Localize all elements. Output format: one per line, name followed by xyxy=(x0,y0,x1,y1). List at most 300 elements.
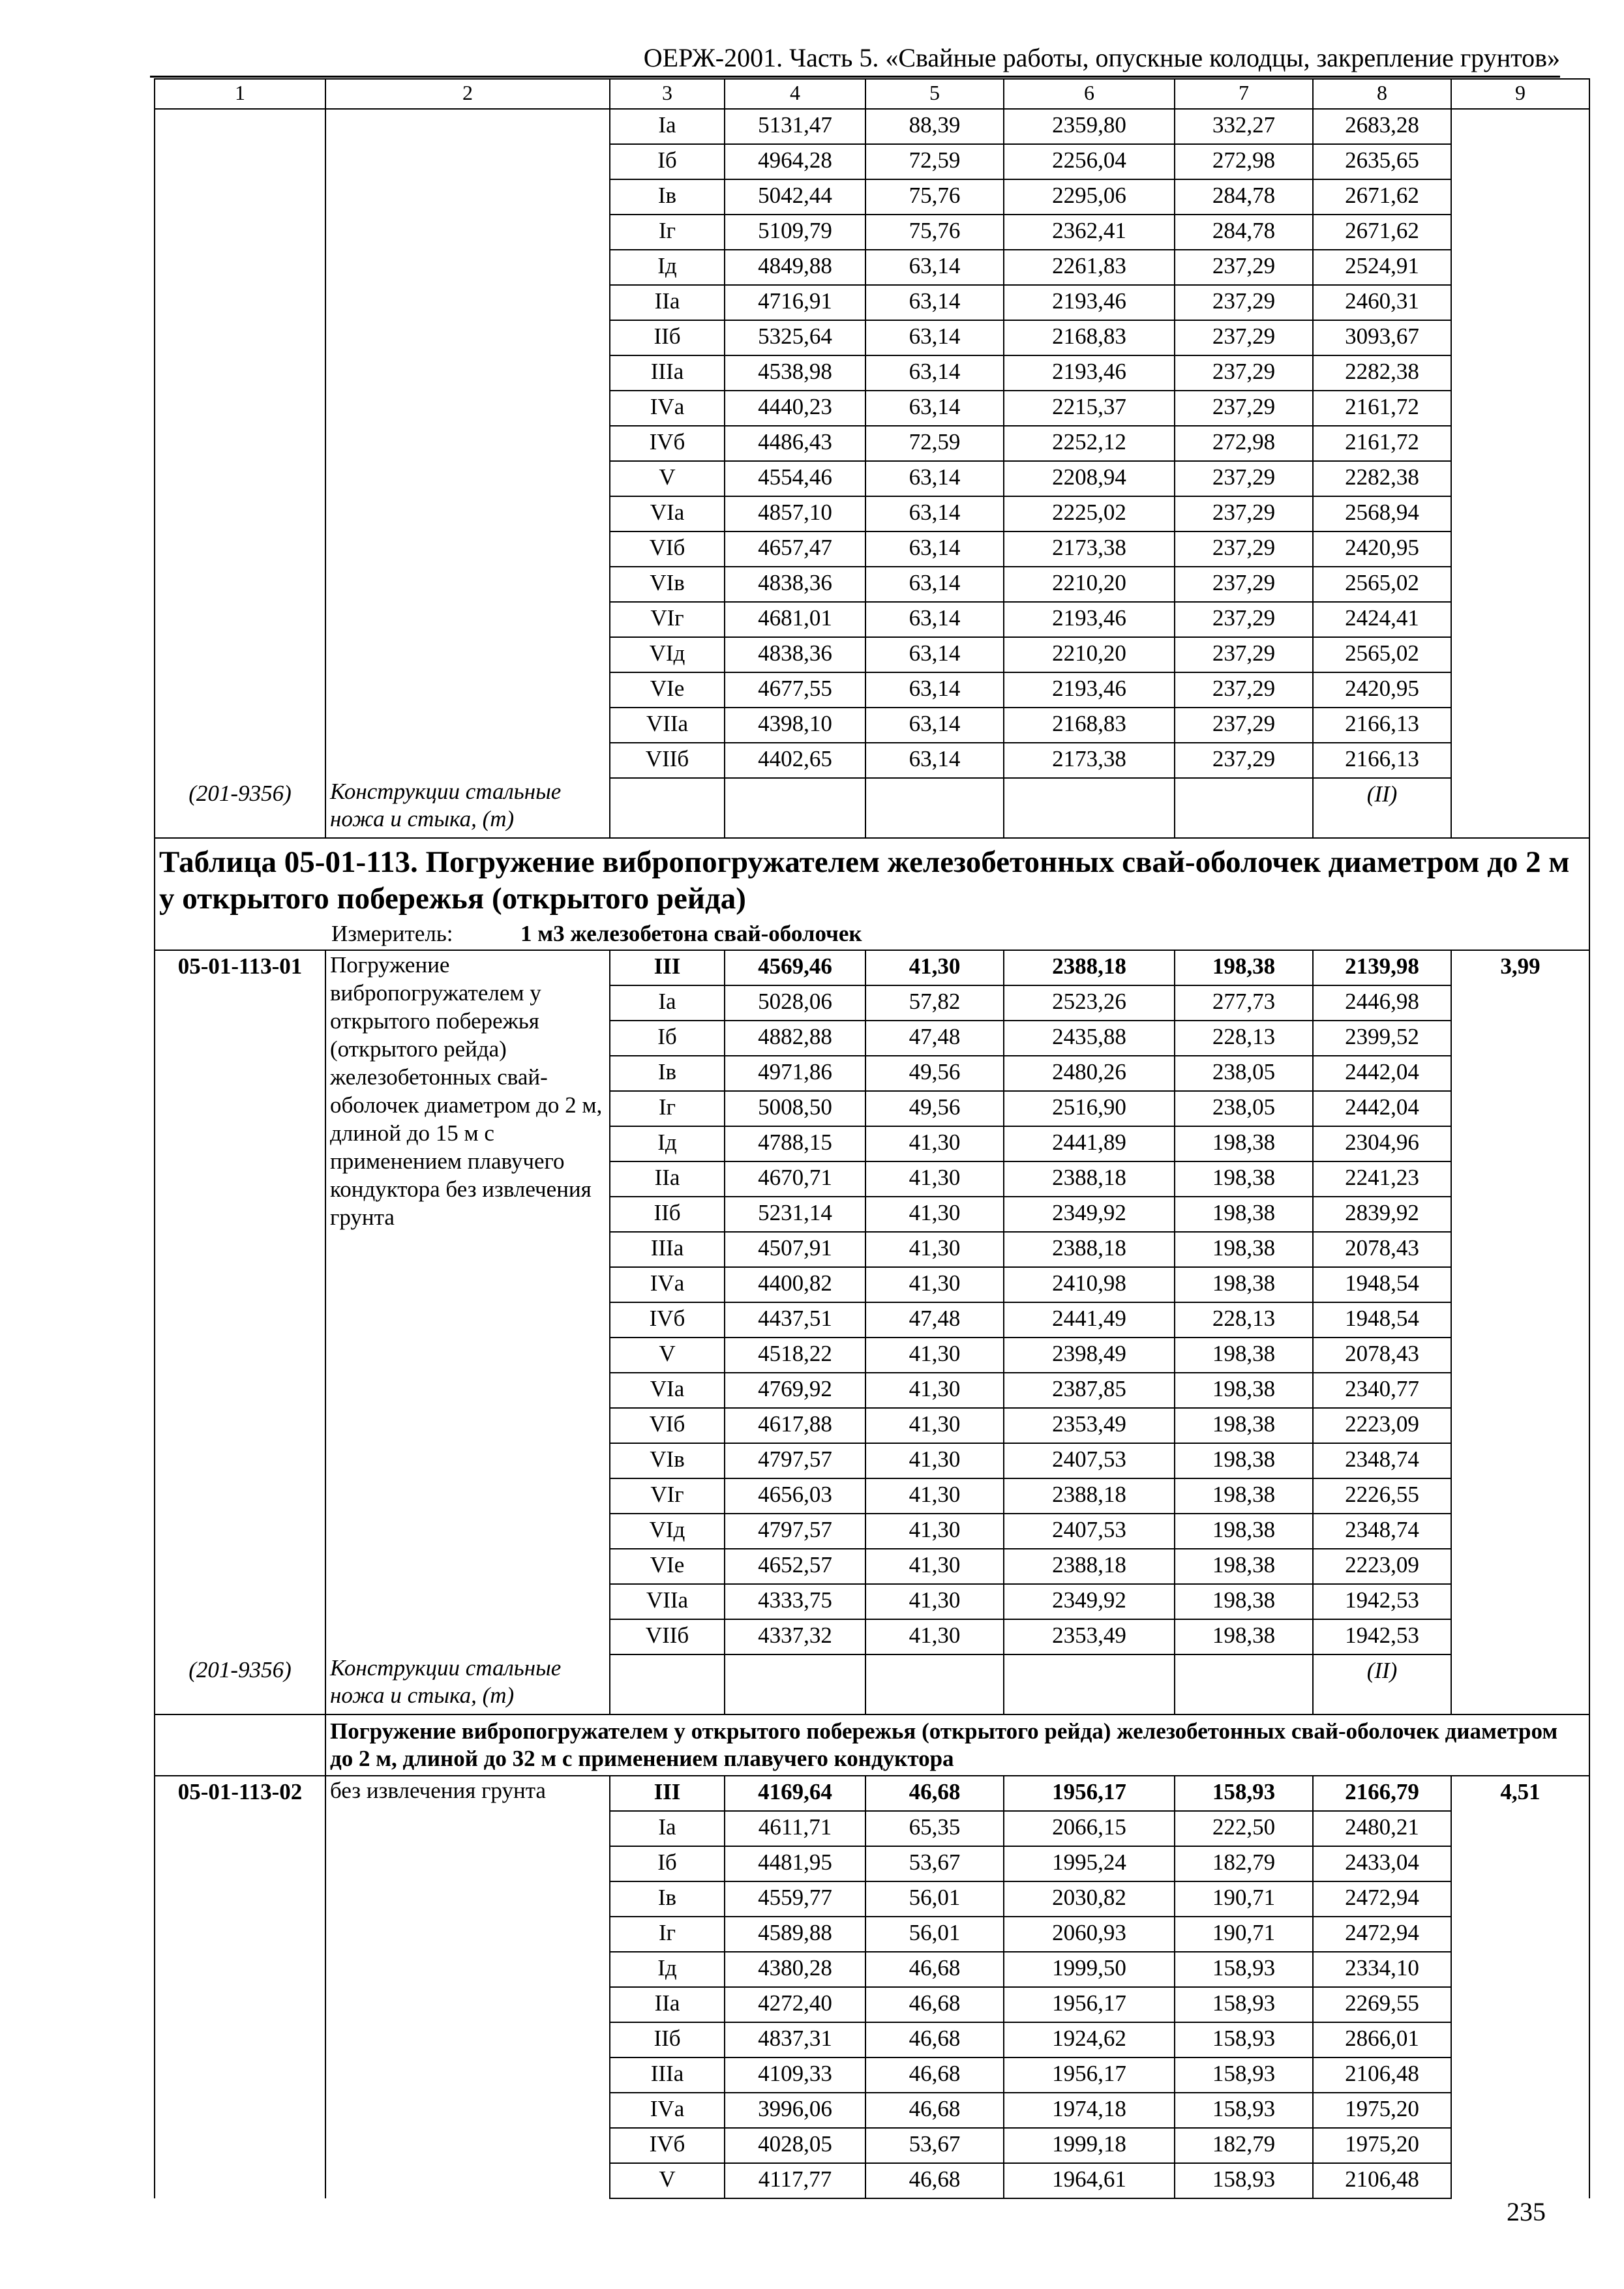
value-cell: 53,67 xyxy=(865,2128,1004,2163)
value-cell: 2066,15 xyxy=(1004,1811,1175,1846)
value-cell: 4882,88 xyxy=(725,1021,865,1056)
value-cell: 158,93 xyxy=(1175,1987,1313,2022)
value-cell: 1948,54 xyxy=(1313,1302,1451,1338)
value-cell: 2282,38 xyxy=(1313,461,1451,496)
note-empty xyxy=(1175,778,1313,838)
note-col8: (II) xyxy=(1313,778,1451,838)
value-cell: 182,79 xyxy=(1175,1846,1313,1881)
table-title-cell xyxy=(155,838,1589,950)
note-row xyxy=(155,778,1589,838)
value-cell: 1942,53 xyxy=(1313,1584,1451,1619)
value-cell: 2060,93 xyxy=(1004,1917,1175,1952)
value-cell: 2226,55 xyxy=(1313,1478,1451,1514)
value-cell: 2516,90 xyxy=(1004,1091,1175,1126)
value-cell: 3996,06 xyxy=(725,2093,865,2128)
value-cell: 332,27 xyxy=(1175,109,1313,144)
value-cell: 46,68 xyxy=(865,2057,1004,2093)
group-empty xyxy=(155,1714,325,1776)
value-cell: 4380,28 xyxy=(725,1952,865,1987)
zone-cell: V xyxy=(610,1338,725,1373)
value-cell: 4964,28 xyxy=(725,144,865,179)
running-header xyxy=(150,38,1560,78)
value-cell: 56,01 xyxy=(865,1881,1004,1917)
zone-cell: IIIа xyxy=(610,1232,725,1267)
value-cell: 158,93 xyxy=(1175,2093,1313,2128)
value-cell: 41,30 xyxy=(865,1478,1004,1514)
value-cell: 4481,95 xyxy=(725,1846,865,1881)
value-cell: 63,14 xyxy=(865,320,1004,355)
zone-cell: VIг xyxy=(610,602,725,637)
zone-cell: IVб xyxy=(610,426,725,461)
value-cell: 198,38 xyxy=(1175,1373,1313,1408)
value-cell: 2441,89 xyxy=(1004,1126,1175,1161)
value-cell: 2173,38 xyxy=(1004,743,1175,778)
value-cell: 2208,94 xyxy=(1004,461,1175,496)
value-cell: 2866,01 xyxy=(1313,2022,1451,2057)
note-code: (201-9356) xyxy=(155,778,325,838)
value-cell: 4611,71 xyxy=(725,1811,865,1846)
value-cell: 4677,55 xyxy=(725,672,865,708)
value-cell: 2420,95 xyxy=(1313,672,1451,708)
value-cell: 198,38 xyxy=(1175,1619,1313,1654)
zone-cell: IIIа xyxy=(610,2057,725,2093)
value-cell: 1974,18 xyxy=(1004,2093,1175,2128)
value-cell: 2349,92 xyxy=(1004,1584,1175,1619)
value-cell: 4507,91 xyxy=(725,1232,865,1267)
value-cell: 198,38 xyxy=(1175,1267,1313,1302)
value-cell: 1964,61 xyxy=(1004,2163,1175,2198)
running-title: ОЕРЖ-2001. Часть 5. «Свайные работы, опускные колодцы, закрепление грунтов» xyxy=(643,43,1560,72)
value-cell: 2193,46 xyxy=(1004,355,1175,391)
value-cell: 2223,09 xyxy=(1313,1408,1451,1443)
value-cell: 2241,23 xyxy=(1313,1161,1451,1197)
value-cell: 41,30 xyxy=(865,950,1004,985)
value-cell: 49,56 xyxy=(865,1056,1004,1091)
value-cell: 75,76 xyxy=(865,179,1004,215)
value-cell: 237,29 xyxy=(1175,672,1313,708)
value-cell: 72,59 xyxy=(865,426,1004,461)
value-cell: 2168,83 xyxy=(1004,708,1175,743)
value-cell: 4109,33 xyxy=(725,2057,865,2093)
group-heading: Погружение вибропогружателем у открытого побережья (открытого рейда) железобетонных свай-оболочек диаметром до 2 м, длиной до 32 м с применением плавучего кондуктора xyxy=(325,1714,1589,1776)
note-empty xyxy=(1175,1654,1313,1714)
page-number: 235 xyxy=(1507,2197,1546,2226)
column-number: 1 xyxy=(155,79,325,109)
value-cell: 198,38 xyxy=(1175,1197,1313,1232)
note-empty xyxy=(610,778,725,838)
value-cell: 2166,13 xyxy=(1313,743,1451,778)
value-cell: 1948,54 xyxy=(1313,1267,1451,1302)
value-cell: 4857,10 xyxy=(725,496,865,531)
value-cell: 2388,18 xyxy=(1004,1549,1175,1584)
zone-cell: IIа xyxy=(610,1161,725,1197)
value-cell: 2424,41 xyxy=(1313,602,1451,637)
value-cell: 5231,14 xyxy=(725,1197,865,1232)
note-empty xyxy=(610,1654,725,1714)
value-cell: 190,71 xyxy=(1175,1917,1313,1952)
value-cell: 284,78 xyxy=(1175,179,1313,215)
value-cell: 1956,17 xyxy=(1004,1987,1175,2022)
value-cell: 237,29 xyxy=(1175,743,1313,778)
value-cell: 4716,91 xyxy=(725,285,865,320)
value-cell: 41,30 xyxy=(865,1267,1004,1302)
value-cell: 237,29 xyxy=(1175,285,1313,320)
value-cell: 41,30 xyxy=(865,1338,1004,1373)
value-cell: 63,14 xyxy=(865,391,1004,426)
value-cell: 4333,75 xyxy=(725,1584,865,1619)
value-cell: 63,14 xyxy=(865,672,1004,708)
value-cell: 237,29 xyxy=(1175,355,1313,391)
norm-description: Погружение вибропогружателем у открытого побережья (открытого рейда) железобетонных свай-оболочек диаметром до 2 м, длиной до 15 м с применением плавучего кондуктора без извлечения грунта xyxy=(325,950,610,1654)
note-col8: (II) xyxy=(1313,1654,1451,1714)
value-cell: 4681,01 xyxy=(725,602,865,637)
description-cell xyxy=(325,109,610,778)
value-cell: 4837,31 xyxy=(725,2022,865,2057)
zone-cell: VIа xyxy=(610,496,725,531)
value-cell: 198,38 xyxy=(1175,1126,1313,1161)
value-cell: 198,38 xyxy=(1175,1443,1313,1478)
value-cell: 158,93 xyxy=(1175,2057,1313,2093)
value-cell: 2193,46 xyxy=(1004,285,1175,320)
value-cell: 2410,98 xyxy=(1004,1267,1175,1302)
value-cell: 46,68 xyxy=(865,1952,1004,1987)
value-cell: 2565,02 xyxy=(1313,567,1451,602)
value-cell: 2139,98 xyxy=(1313,950,1451,985)
value-cell: 2388,18 xyxy=(1004,1232,1175,1267)
value-cell: 198,38 xyxy=(1175,1584,1313,1619)
value-cell: 41,30 xyxy=(865,1584,1004,1619)
note-row xyxy=(155,1654,1589,1714)
value-cell: 4028,05 xyxy=(725,2128,865,2163)
zone-cell: VIд xyxy=(610,1514,725,1549)
value-cell: 53,67 xyxy=(865,1846,1004,1881)
value-cell: 2349,92 xyxy=(1004,1197,1175,1232)
zone-cell: VIIб xyxy=(610,743,725,778)
value-cell: 237,29 xyxy=(1175,602,1313,637)
value-cell: 277,73 xyxy=(1175,985,1313,1021)
value-cell: 2161,72 xyxy=(1313,426,1451,461)
coefficient-cell: 4,51 xyxy=(1451,1776,1589,2198)
norm-code: 05-01-113-01 xyxy=(155,950,325,1654)
value-cell: 228,13 xyxy=(1175,1021,1313,1056)
value-cell: 237,29 xyxy=(1175,250,1313,285)
value-cell: 2193,46 xyxy=(1004,602,1175,637)
value-cell: 1975,20 xyxy=(1313,2093,1451,2128)
value-cell: 2433,04 xyxy=(1313,1846,1451,1881)
value-cell: 4589,88 xyxy=(725,1917,865,1952)
value-cell: 284,78 xyxy=(1175,215,1313,250)
value-cell: 49,56 xyxy=(865,1091,1004,1126)
measure-line xyxy=(159,921,1585,947)
value-cell: 2683,28 xyxy=(1313,109,1451,144)
value-cell: 63,14 xyxy=(865,250,1004,285)
value-cell: 65,35 xyxy=(865,1811,1004,1846)
value-cell: 2030,82 xyxy=(1004,1881,1175,1917)
table-title: Таблица 05-01-113. Погружение вибропогружателем железобетонных свай-оболочек диаметром до 2 м у открытого побережья (открытого рейда) xyxy=(159,845,1570,916)
column-number: 6 xyxy=(1004,79,1175,109)
value-cell: 4117,77 xyxy=(725,2163,865,2198)
value-cell: 47,48 xyxy=(865,1021,1004,1056)
value-cell: 4538,98 xyxy=(725,355,865,391)
note-code: (201-9356) xyxy=(155,1654,325,1714)
value-cell: 2106,48 xyxy=(1313,2163,1451,2198)
value-cell: 46,68 xyxy=(865,1776,1004,1811)
value-cell: 4797,57 xyxy=(725,1443,865,1478)
value-cell: 198,38 xyxy=(1175,1338,1313,1373)
value-cell: 63,14 xyxy=(865,355,1004,391)
value-cell: 2407,53 xyxy=(1004,1514,1175,1549)
col9-cell xyxy=(1451,109,1589,778)
value-cell: 63,14 xyxy=(865,637,1004,672)
value-cell: 237,29 xyxy=(1175,708,1313,743)
zone-cell: VIг xyxy=(610,1478,725,1514)
value-cell: 1995,24 xyxy=(1004,1846,1175,1881)
value-cell: 2387,85 xyxy=(1004,1373,1175,1408)
column-number: 5 xyxy=(865,79,1004,109)
value-cell: 198,38 xyxy=(1175,1408,1313,1443)
table-title-row xyxy=(155,838,1589,950)
value-cell: 2210,20 xyxy=(1004,567,1175,602)
value-cell: 41,30 xyxy=(865,1197,1004,1232)
value-cell: 2166,79 xyxy=(1313,1776,1451,1811)
value-cell: 237,29 xyxy=(1175,496,1313,531)
value-cell: 2304,96 xyxy=(1313,1126,1451,1161)
value-cell: 4769,92 xyxy=(725,1373,865,1408)
value-cell: 198,38 xyxy=(1175,950,1313,985)
value-cell: 46,68 xyxy=(865,2163,1004,2198)
table-row xyxy=(155,950,1589,985)
zone-cell: VIд xyxy=(610,637,725,672)
value-cell: 4559,77 xyxy=(725,1881,865,1917)
value-cell: 272,98 xyxy=(1175,144,1313,179)
value-cell: 1942,53 xyxy=(1313,1619,1451,1654)
value-cell: 237,29 xyxy=(1175,637,1313,672)
note-empty xyxy=(1451,778,1589,838)
norm-description: без извлечения грунта xyxy=(325,1776,610,2198)
value-cell: 237,29 xyxy=(1175,461,1313,496)
column-number: 9 xyxy=(1451,79,1589,109)
zone-cell: VIIб xyxy=(610,1619,725,1654)
value-cell: 46,68 xyxy=(865,1987,1004,2022)
zone-cell: IIб xyxy=(610,320,725,355)
value-cell: 2353,49 xyxy=(1004,1408,1175,1443)
column-number: 2 xyxy=(325,79,610,109)
zone-cell: IVа xyxy=(610,391,725,426)
zone-cell: Iв xyxy=(610,179,725,215)
value-cell: 2353,49 xyxy=(1004,1619,1175,1654)
note-empty xyxy=(1451,1654,1589,1714)
value-cell: 4838,36 xyxy=(725,567,865,602)
value-cell: 5042,44 xyxy=(725,179,865,215)
value-cell: 63,14 xyxy=(865,461,1004,496)
value-cell: 1956,17 xyxy=(1004,1776,1175,1811)
value-cell: 2210,20 xyxy=(1004,637,1175,672)
value-cell: 5131,47 xyxy=(725,109,865,144)
zone-cell: VIб xyxy=(610,531,725,567)
value-cell: 2671,62 xyxy=(1313,215,1451,250)
zone-cell: IIа xyxy=(610,1987,725,2022)
value-cell: 2348,74 xyxy=(1313,1443,1451,1478)
column-number: 7 xyxy=(1175,79,1313,109)
value-cell: 2388,18 xyxy=(1004,950,1175,985)
value-cell: 41,30 xyxy=(865,1514,1004,1549)
value-cell: 63,14 xyxy=(865,285,1004,320)
value-cell: 46,68 xyxy=(865,2093,1004,2128)
value-cell: 4838,36 xyxy=(725,637,865,672)
value-cell: 198,38 xyxy=(1175,1232,1313,1267)
value-cell: 182,79 xyxy=(1175,2128,1313,2163)
column-number: 4 xyxy=(725,79,865,109)
zone-cell: VIв xyxy=(610,1443,725,1478)
value-cell: 2839,92 xyxy=(1313,1197,1451,1232)
value-cell: 56,01 xyxy=(865,1917,1004,1952)
value-cell: 237,29 xyxy=(1175,391,1313,426)
zone-cell: Iд xyxy=(610,1952,725,1987)
note-empty xyxy=(1004,778,1175,838)
zone-cell: VIа xyxy=(610,1373,725,1408)
value-cell: 4617,88 xyxy=(725,1408,865,1443)
zone-cell: III xyxy=(610,950,725,985)
zone-cell: Iд xyxy=(610,250,725,285)
value-cell: 41,30 xyxy=(865,1126,1004,1161)
value-cell: 237,29 xyxy=(1175,531,1313,567)
value-cell: 2295,06 xyxy=(1004,179,1175,215)
value-cell: 2442,04 xyxy=(1313,1056,1451,1091)
value-cell: 2446,98 xyxy=(1313,985,1451,1021)
note-empty xyxy=(1004,1654,1175,1714)
value-cell: 2334,10 xyxy=(1313,1952,1451,1987)
value-cell: 4169,64 xyxy=(725,1776,865,1811)
zone-cell: IVа xyxy=(610,2093,725,2128)
value-cell: 2193,46 xyxy=(1004,672,1175,708)
value-cell: 88,39 xyxy=(865,109,1004,144)
value-cell: 4337,32 xyxy=(725,1619,865,1654)
value-cell: 4400,82 xyxy=(725,1267,865,1302)
table-row xyxy=(155,1776,1589,1811)
value-cell: 2078,43 xyxy=(1313,1232,1451,1267)
value-cell: 63,14 xyxy=(865,708,1004,743)
note-empty xyxy=(725,1654,865,1714)
value-cell: 41,30 xyxy=(865,1232,1004,1267)
measure-value: 1 м3 железобетона свай-оболочек xyxy=(520,921,862,946)
value-cell: 238,05 xyxy=(1175,1056,1313,1091)
note-empty xyxy=(865,1654,1004,1714)
value-cell: 4272,40 xyxy=(725,1987,865,2022)
value-cell: 4797,57 xyxy=(725,1514,865,1549)
value-cell: 41,30 xyxy=(865,1619,1004,1654)
value-cell: 57,82 xyxy=(865,985,1004,1021)
value-cell: 4849,88 xyxy=(725,250,865,285)
value-cell: 2078,43 xyxy=(1313,1338,1451,1373)
zone-cell: IIIа xyxy=(610,355,725,391)
value-cell: 2168,83 xyxy=(1004,320,1175,355)
value-cell: 2480,26 xyxy=(1004,1056,1175,1091)
value-cell: 4656,03 xyxy=(725,1478,865,1514)
column-number: 8 xyxy=(1313,79,1451,109)
zone-cell: Iв xyxy=(610,1881,725,1917)
value-cell: 2359,80 xyxy=(1004,109,1175,144)
value-cell: 198,38 xyxy=(1175,1478,1313,1514)
note-empty xyxy=(725,778,865,838)
zone-cell: Iд xyxy=(610,1126,725,1161)
value-cell: 4971,86 xyxy=(725,1056,865,1091)
value-cell: 158,93 xyxy=(1175,1952,1313,1987)
value-cell: 4440,23 xyxy=(725,391,865,426)
norms-table xyxy=(154,78,1590,2199)
value-cell: 2362,41 xyxy=(1004,215,1175,250)
note-text: Конструкции стальные ножа и стыка, (т) xyxy=(325,778,610,838)
value-cell: 158,93 xyxy=(1175,2163,1313,2198)
norm-code: 05-01-113-02 xyxy=(155,1776,325,2198)
value-cell: 158,93 xyxy=(1175,2022,1313,2057)
zone-cell: Iа xyxy=(610,109,725,144)
value-cell: 4554,46 xyxy=(725,461,865,496)
value-cell: 2472,94 xyxy=(1313,1881,1451,1917)
zone-cell: IVа xyxy=(610,1267,725,1302)
zone-cell: IVб xyxy=(610,1302,725,1338)
zone-cell: VIIа xyxy=(610,1584,725,1619)
value-cell: 4486,43 xyxy=(725,426,865,461)
value-cell: 46,68 xyxy=(865,2022,1004,2057)
value-cell: 5325,64 xyxy=(725,320,865,355)
zone-cell: Iг xyxy=(610,1091,725,1126)
zone-cell: V xyxy=(610,461,725,496)
value-cell: 63,14 xyxy=(865,602,1004,637)
value-cell: 2269,55 xyxy=(1313,1987,1451,2022)
zone-cell: VIе xyxy=(610,672,725,708)
value-cell: 222,50 xyxy=(1175,1811,1313,1846)
zone-cell: Iб xyxy=(610,1021,725,1056)
value-cell: 2398,49 xyxy=(1004,1338,1175,1373)
value-cell: 4437,51 xyxy=(725,1302,865,1338)
value-cell: 237,29 xyxy=(1175,320,1313,355)
value-cell: 4652,57 xyxy=(725,1549,865,1584)
note-empty xyxy=(865,778,1004,838)
zone-cell: Iб xyxy=(610,1846,725,1881)
value-cell: 2340,77 xyxy=(1313,1373,1451,1408)
value-cell: 2388,18 xyxy=(1004,1478,1175,1514)
value-cell: 63,14 xyxy=(865,567,1004,602)
value-cell: 1956,17 xyxy=(1004,2057,1175,2093)
value-cell: 72,59 xyxy=(865,144,1004,179)
value-cell: 3093,67 xyxy=(1313,320,1451,355)
value-cell: 2420,95 xyxy=(1313,531,1451,567)
value-cell: 5109,79 xyxy=(725,215,865,250)
value-cell: 2348,74 xyxy=(1313,1514,1451,1549)
value-cell: 75,76 xyxy=(865,215,1004,250)
zone-cell: VIв xyxy=(610,567,725,602)
value-cell: 237,29 xyxy=(1175,567,1313,602)
value-cell: 2252,12 xyxy=(1004,426,1175,461)
coefficient-cell: 3,99 xyxy=(1451,950,1589,1654)
value-cell: 1975,20 xyxy=(1313,2128,1451,2163)
value-cell: 198,38 xyxy=(1175,1161,1313,1197)
value-cell: 1999,50 xyxy=(1004,1952,1175,1987)
zone-cell: Iг xyxy=(610,1917,725,1952)
value-cell: 4569,46 xyxy=(725,950,865,985)
value-cell: 2671,62 xyxy=(1313,179,1451,215)
zone-cell: VIб xyxy=(610,1408,725,1443)
value-cell: 63,14 xyxy=(865,743,1004,778)
zone-cell: Iб xyxy=(610,144,725,179)
value-cell: 2472,94 xyxy=(1313,1917,1451,1952)
value-cell: 238,05 xyxy=(1175,1091,1313,1126)
value-cell: 41,30 xyxy=(865,1373,1004,1408)
value-cell: 4788,15 xyxy=(725,1126,865,1161)
zone-cell: VIIа xyxy=(610,708,725,743)
value-cell: 4657,47 xyxy=(725,531,865,567)
measure-label: Измеритель: xyxy=(331,921,453,946)
